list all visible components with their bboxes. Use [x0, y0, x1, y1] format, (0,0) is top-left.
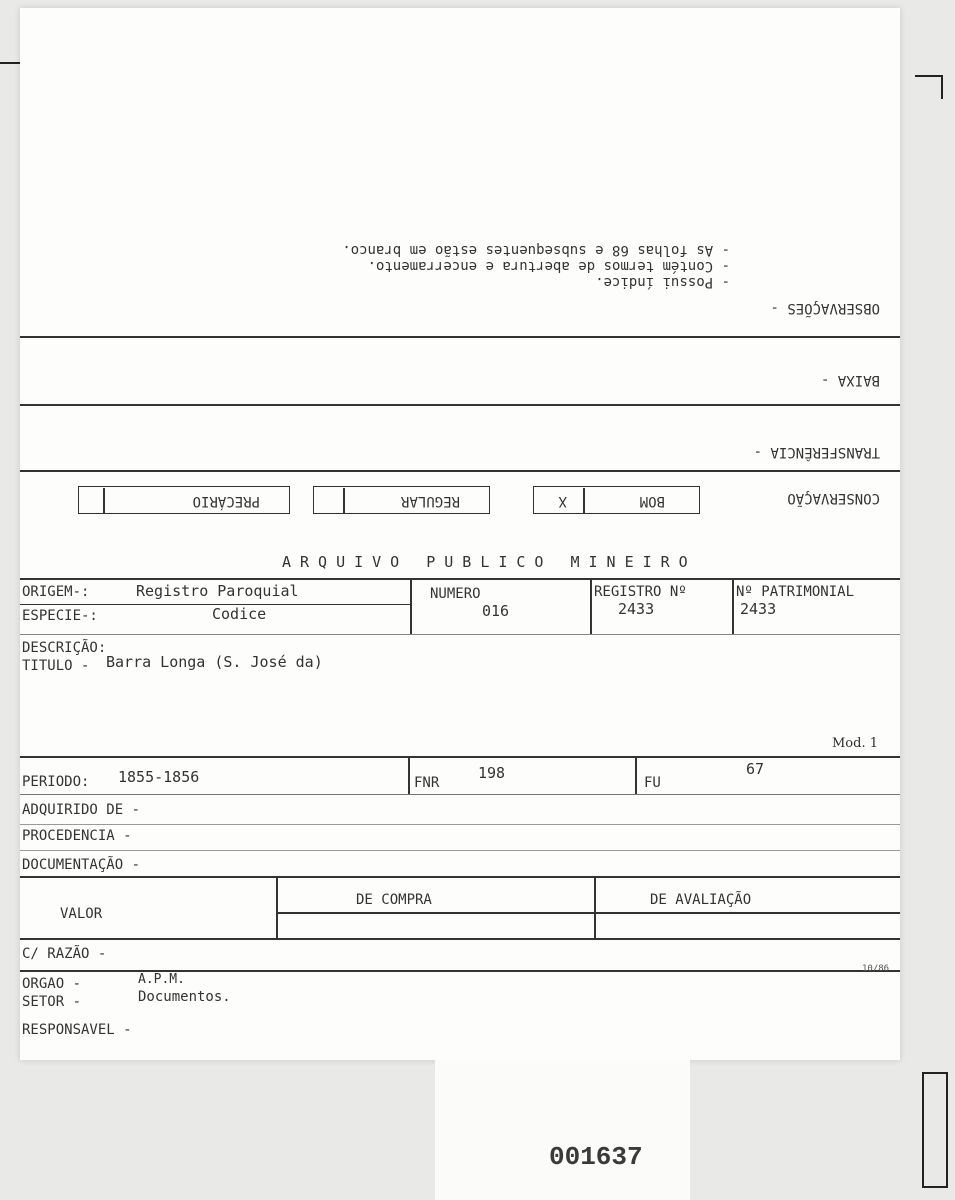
observacoes-line-1: - Possui índice.	[595, 274, 730, 290]
descricao-label: DESCRIÇÃO:	[22, 640, 107, 656]
precario-box-divider	[104, 488, 106, 514]
setor-value: Documentos.	[138, 989, 231, 1005]
periodo-value: 1855-1856	[118, 768, 200, 786]
fnr-label: FNR	[414, 775, 440, 791]
catalog-card	[20, 8, 900, 1060]
precario-label: PRECÁRIO	[192, 493, 260, 509]
crop-mark-top-right-vertical	[941, 75, 943, 99]
header-line-top	[20, 578, 900, 580]
documentacao-label: DOCUMENTAÇÃO -	[22, 857, 141, 873]
form-code: 10/86	[862, 964, 890, 974]
valor-line-top	[20, 876, 900, 878]
orgao-label: ORGAO -	[22, 976, 82, 992]
fnr-value: 198	[478, 764, 506, 782]
header-col-1	[410, 578, 412, 634]
valor-label: VALOR	[60, 906, 103, 922]
mod-label: Mod. 1	[832, 736, 878, 751]
patrimonial-value: 2433	[740, 600, 777, 618]
observacoes-line-3: - As folhas 68 e subsequentes estão em branco.	[342, 242, 730, 258]
baixa-label: BAIXA -	[820, 372, 880, 388]
valor-mid-line	[276, 912, 900, 914]
periodo-col-2	[635, 756, 637, 794]
periodo-line-top	[20, 756, 900, 758]
observacoes-label: OBSERVAÇÕES -	[770, 300, 880, 316]
adquirido-label: ADQUIRIDO DE -	[22, 802, 141, 818]
bom-box-divider	[584, 488, 586, 514]
orgao-value: A.P.M.	[138, 972, 185, 987]
transferencia-label: TRANSFERÊNCIA -	[753, 444, 880, 460]
procedencia-underline	[20, 850, 900, 851]
especie-label: ESPECIE-:	[22, 608, 98, 624]
conservacao-label: CONSERVAÇÃO	[787, 490, 880, 506]
valor-col-1	[276, 876, 278, 938]
inverted-divider-3	[20, 471, 900, 473]
side-frame-box	[922, 1072, 948, 1188]
fu-label: FU	[644, 775, 661, 791]
bom-mark: X	[558, 493, 567, 509]
patrimonial-label: Nº PATRIMONIAL	[736, 584, 855, 600]
bom-label: BOM	[639, 493, 665, 509]
periodo-line-bottom	[20, 794, 900, 795]
adquirido-underline	[20, 824, 900, 825]
header-col-2	[590, 578, 592, 634]
inverted-section	[20, 8, 900, 528]
razao-label: C/ RAZÃO -	[22, 946, 107, 962]
especie-value: Codice	[212, 605, 267, 623]
valor-col-2	[594, 876, 596, 938]
inverted-divider-1	[20, 337, 900, 339]
origem-label: ORIGEM-:	[22, 584, 90, 600]
de-avaliacao-label: DE AVALIAÇÃO	[650, 892, 752, 908]
observacoes-line-2: - Contém termos de abertura e encerramento.	[367, 258, 730, 274]
header-col-3	[732, 578, 734, 634]
crop-mark-top-right	[915, 75, 943, 77]
periodo-label: PERIODO:	[22, 774, 90, 790]
valor-line-bottom	[20, 938, 900, 940]
inverted-divider-2	[20, 405, 900, 407]
numero-label: NUMERO	[430, 586, 481, 602]
registro-value: 2433	[618, 600, 655, 618]
origem-value: Registro Paroquial	[136, 582, 299, 600]
header-line-bottom	[20, 634, 900, 635]
fu-value: 67	[746, 760, 765, 778]
crop-mark-left	[0, 62, 22, 64]
stamp-number: 001637	[549, 1142, 643, 1172]
responsavel-label: RESPONSAVEL -	[22, 1022, 132, 1038]
de-compra-label: DE COMPRA	[356, 892, 432, 908]
stamp-card	[435, 1060, 690, 1200]
titulo-label: TITULO -	[22, 658, 90, 674]
regular-label: REGULAR	[400, 493, 460, 509]
titulo-value: Barra Longa (S. José da)	[106, 653, 323, 671]
archive-title: ARQUIVO PUBLICO MINEIRO	[282, 553, 697, 571]
procedencia-label: PROCEDENCIA -	[22, 828, 132, 844]
setor-label: SETOR -	[22, 994, 82, 1010]
periodo-col-1	[408, 756, 410, 794]
numero-value: 016	[482, 602, 510, 620]
regular-box-divider	[344, 488, 346, 514]
registro-label: REGISTRO Nº	[594, 584, 687, 600]
